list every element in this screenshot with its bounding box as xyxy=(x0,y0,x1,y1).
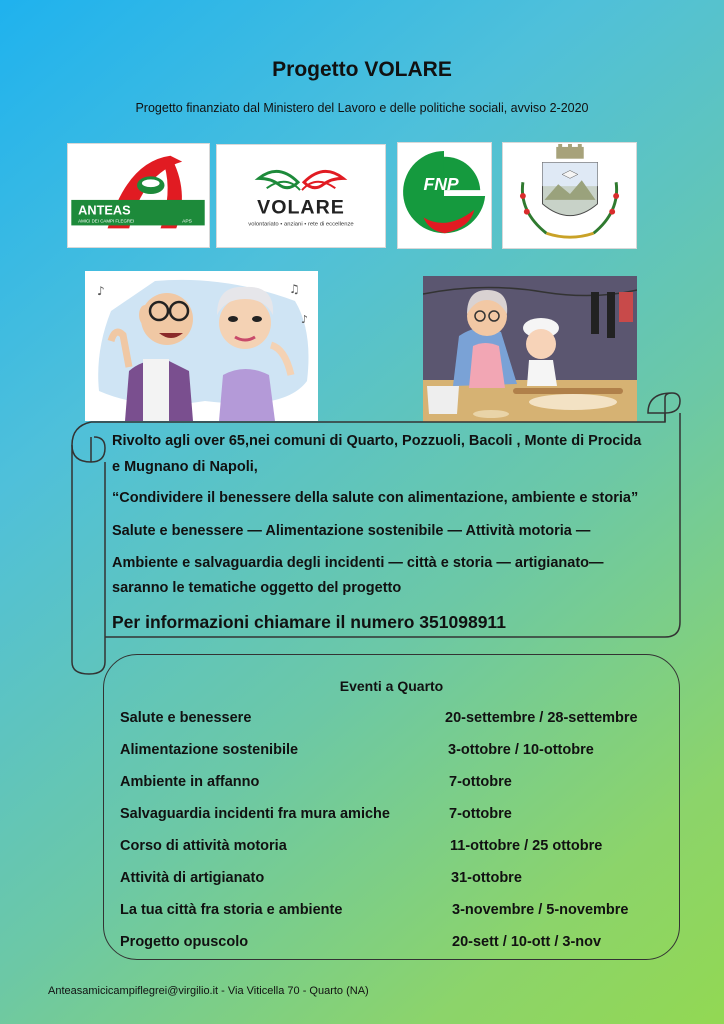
event-name: Salute e benessere xyxy=(120,710,252,726)
info-target-line-2: e Mugnano di Napoli, xyxy=(112,459,258,475)
event-name: Ambiente in affanno xyxy=(120,774,260,790)
info-topics-line-2: Ambiente e salvaguardia degli incidenti — città e storia — artigianato— xyxy=(112,555,604,571)
event-name: Attività di artigianato xyxy=(120,870,265,886)
page-subtitle: Progetto finanziato dal Ministero del Lavoro e delle politiche sociali, avviso 2-2020 xyxy=(135,101,589,115)
music-note-icon: ♪ xyxy=(97,284,105,298)
fnp-logo-name: FNP xyxy=(423,174,459,195)
volare-logo-name: VOLARE xyxy=(257,196,345,219)
anteas-logo-suffix: APS xyxy=(182,219,192,225)
footer-contact: Anteasamicicampiflegrei@virgilio.it - Via Viticella 70 - Quarto (NA) xyxy=(48,985,369,997)
volare-logo-tagline: volontariato • anziani • rete di eccellenze xyxy=(248,221,354,228)
info-target-line: Rivolto agli over 65,nei comuni di Quarto, Pozzuoli, Bacoli , Monte di Procida xyxy=(112,433,642,449)
info-topics-line-1: Salute e benessere — Alimentazione sostenibile — Attività motoria — xyxy=(112,523,591,539)
event-name: Corso di attività motoria xyxy=(120,838,287,854)
music-note-icon: ♫ xyxy=(289,282,300,296)
anteas-logo-tagline: AMICI DEI CAMPI FLEGREI xyxy=(78,218,135,224)
events-title: Eventi a Quarto xyxy=(339,678,444,694)
event-name: La tua città fra storia e ambiente xyxy=(120,902,343,918)
info-topics-line-3: saranno le tematiche oggetto del progetto xyxy=(112,580,402,596)
info-phone: Per informazioni chiamare il numero 351098911 xyxy=(112,612,506,632)
event-date: 20-settembre / 28-settembre xyxy=(445,710,638,726)
event-date: 3-ottobre / 10-ottobre xyxy=(448,742,594,758)
event-date: 7-ottobre xyxy=(449,774,512,790)
event-date: 20-sett / 10-ott / 3-nov xyxy=(452,934,602,950)
event-name: Progetto opuscolo xyxy=(120,934,249,950)
event-name: Alimentazione sostenibile xyxy=(120,742,299,758)
event-date: 3-novembre / 5-novembre xyxy=(452,902,629,918)
music-note-icon: ♪ xyxy=(301,313,309,326)
page-title: Progetto VOLARE xyxy=(272,58,452,81)
anteas-logo-name: ANTEAS xyxy=(78,202,131,218)
info-quote: “Condividere il benessere della salute con alimentazione, ambiente e storia” xyxy=(112,490,639,506)
event-name: Salvaguardia incidenti fra mura amiche xyxy=(120,806,390,822)
event-date: 7-ottobre xyxy=(449,806,512,822)
event-date: 31-ottobre xyxy=(451,870,522,886)
event-date: 11-ottobre / 25 ottobre xyxy=(450,838,603,854)
